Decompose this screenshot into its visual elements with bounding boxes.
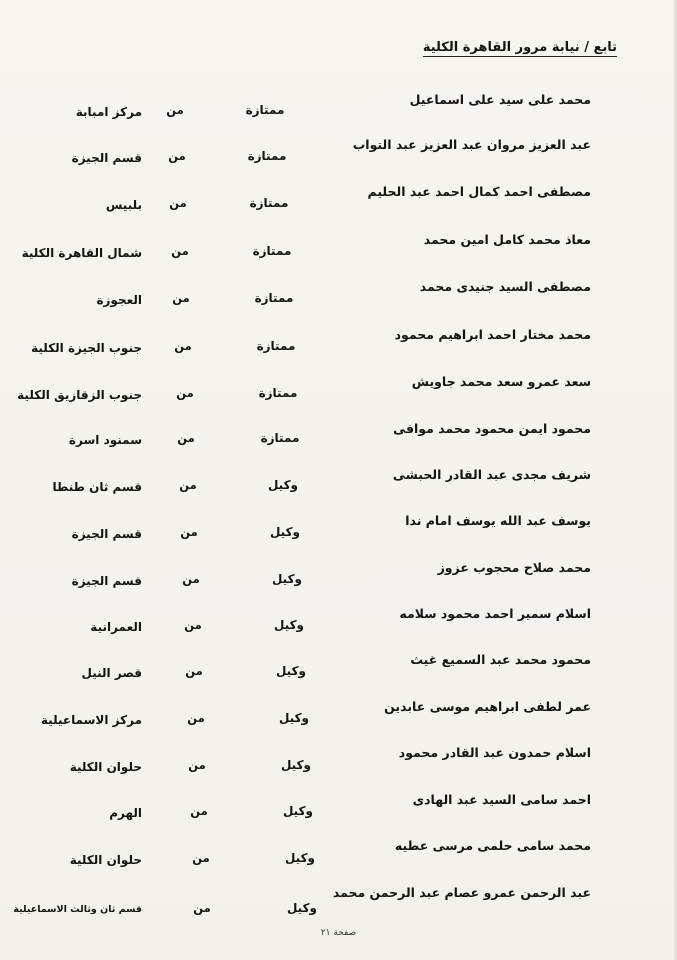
grade-label: وكيل	[284, 851, 316, 865]
origin-location: قسم الجيزة	[71, 574, 142, 588]
person-name: محمد سامى حلمى مرسى عطيه	[394, 838, 591, 853]
origin-location: الهرم	[109, 806, 142, 820]
person-name: مصطفى احمد كمال احمد عبد الحليم	[367, 184, 591, 199]
from-label: من	[182, 572, 200, 586]
grade-label: وكيل	[278, 711, 310, 725]
from-label: من	[176, 386, 194, 400]
from-label: من	[172, 291, 190, 305]
from-label: من	[193, 901, 211, 915]
person-name: عمر لطفى ابراهيم موسى عابدين	[384, 699, 591, 714]
person-name: محمود ايمن محمود محمد موافى	[393, 421, 591, 436]
person-name: محمد مختار احمد ابراهيم محمود	[394, 327, 591, 342]
origin-location: مركز امبابة	[75, 105, 142, 119]
person-name: محمد على سيد على اسماعيل	[409, 92, 591, 107]
from-label: من	[192, 851, 210, 865]
origin-location: قسم ثان وثالث الاسماعيلية	[13, 904, 142, 915]
person-name: اسلام سمير احمد محمود سلامه	[399, 606, 591, 621]
from-label: من	[180, 525, 198, 539]
grade-label: وكيل	[280, 758, 312, 772]
grade-label: ممتازة	[258, 386, 298, 400]
origin-location: بلبيس	[105, 198, 142, 212]
person-name: محمد صلاح محجوب عزوز	[437, 560, 591, 575]
from-label: من	[169, 196, 187, 210]
grade-label: ممتازة	[249, 196, 289, 210]
grade-label: ممتازة	[254, 291, 294, 305]
origin-location: قسم الجيزة	[71, 151, 142, 165]
person-name: شريف مجدى عبد القادر الحبشى	[392, 467, 591, 482]
origin-location: مركز الاسماعيلية	[40, 713, 142, 727]
from-label: من	[190, 804, 208, 818]
origin-location: قسم ثان طنطا	[52, 480, 142, 494]
grade-label: وكيل	[275, 664, 307, 678]
from-label: من	[174, 339, 192, 353]
grade-label: ممتازة	[247, 149, 287, 163]
origin-location: العجوزة	[96, 293, 142, 307]
origin-location: سمنود اسرة	[68, 433, 142, 447]
grade-label: ممتازة	[245, 103, 285, 117]
origin-location: حلوان الكلية	[69, 760, 142, 774]
grade-label: وكيل	[286, 901, 318, 915]
person-name: سعد عمرو سعد محمد جاويش	[411, 374, 591, 389]
person-name: عبد العزيز مروان عبد العزيز عبد التواب	[352, 137, 591, 152]
person-name: احمد سامى السيد عبد الهادى	[412, 792, 591, 807]
person-name: يوسف عبد الله يوسف امام ندا	[405, 513, 591, 528]
from-label: من	[184, 618, 202, 632]
grade-label: وكيل	[269, 525, 301, 539]
from-label: من	[177, 431, 195, 445]
from-label: من	[188, 758, 206, 772]
origin-location: قصر النيل	[81, 666, 142, 680]
grade-label: ممتازة	[256, 339, 296, 353]
grade-label: ممتازة	[260, 431, 300, 445]
grade-label: وكيل	[282, 804, 314, 818]
page-title: تابع / نيابة مرور القاهرة الكلية	[422, 40, 617, 55]
from-label: من	[187, 711, 205, 725]
from-label: من	[179, 478, 197, 492]
page-number: صفحة ٢١	[320, 928, 357, 938]
origin-location: العمرانية	[90, 620, 142, 634]
origin-location: جنوب الزقازيق الكلية	[17, 388, 142, 402]
origin-location: حلوان الكلية	[69, 853, 142, 867]
from-label: من	[185, 664, 203, 678]
origin-location: شمال القاهرة الكلية	[21, 246, 142, 260]
grade-label: وكيل	[271, 572, 303, 586]
person-name: عبد الرحمن عمرو عصام عبد الرحمن محمد	[332, 885, 591, 900]
person-name: اسلام حمدون عبد القادر محمود	[398, 745, 591, 760]
origin-location: قسم الجيزة	[71, 527, 142, 541]
origin-location: جنوب الجيزة الكلية	[31, 341, 142, 355]
grade-label: ممتازة	[252, 244, 292, 258]
grade-label: وكيل	[267, 478, 299, 492]
person-name: مصطفى السيد جنيدى محمد	[419, 279, 591, 294]
grade-label: وكيل	[273, 618, 305, 632]
person-name: محمود محمد عبد السميع غيث	[410, 652, 591, 667]
from-label: من	[168, 149, 186, 163]
from-label: من	[171, 244, 189, 258]
person-name: معاذ محمد كامل امين محمد	[423, 232, 591, 247]
from-label: من	[166, 103, 184, 117]
